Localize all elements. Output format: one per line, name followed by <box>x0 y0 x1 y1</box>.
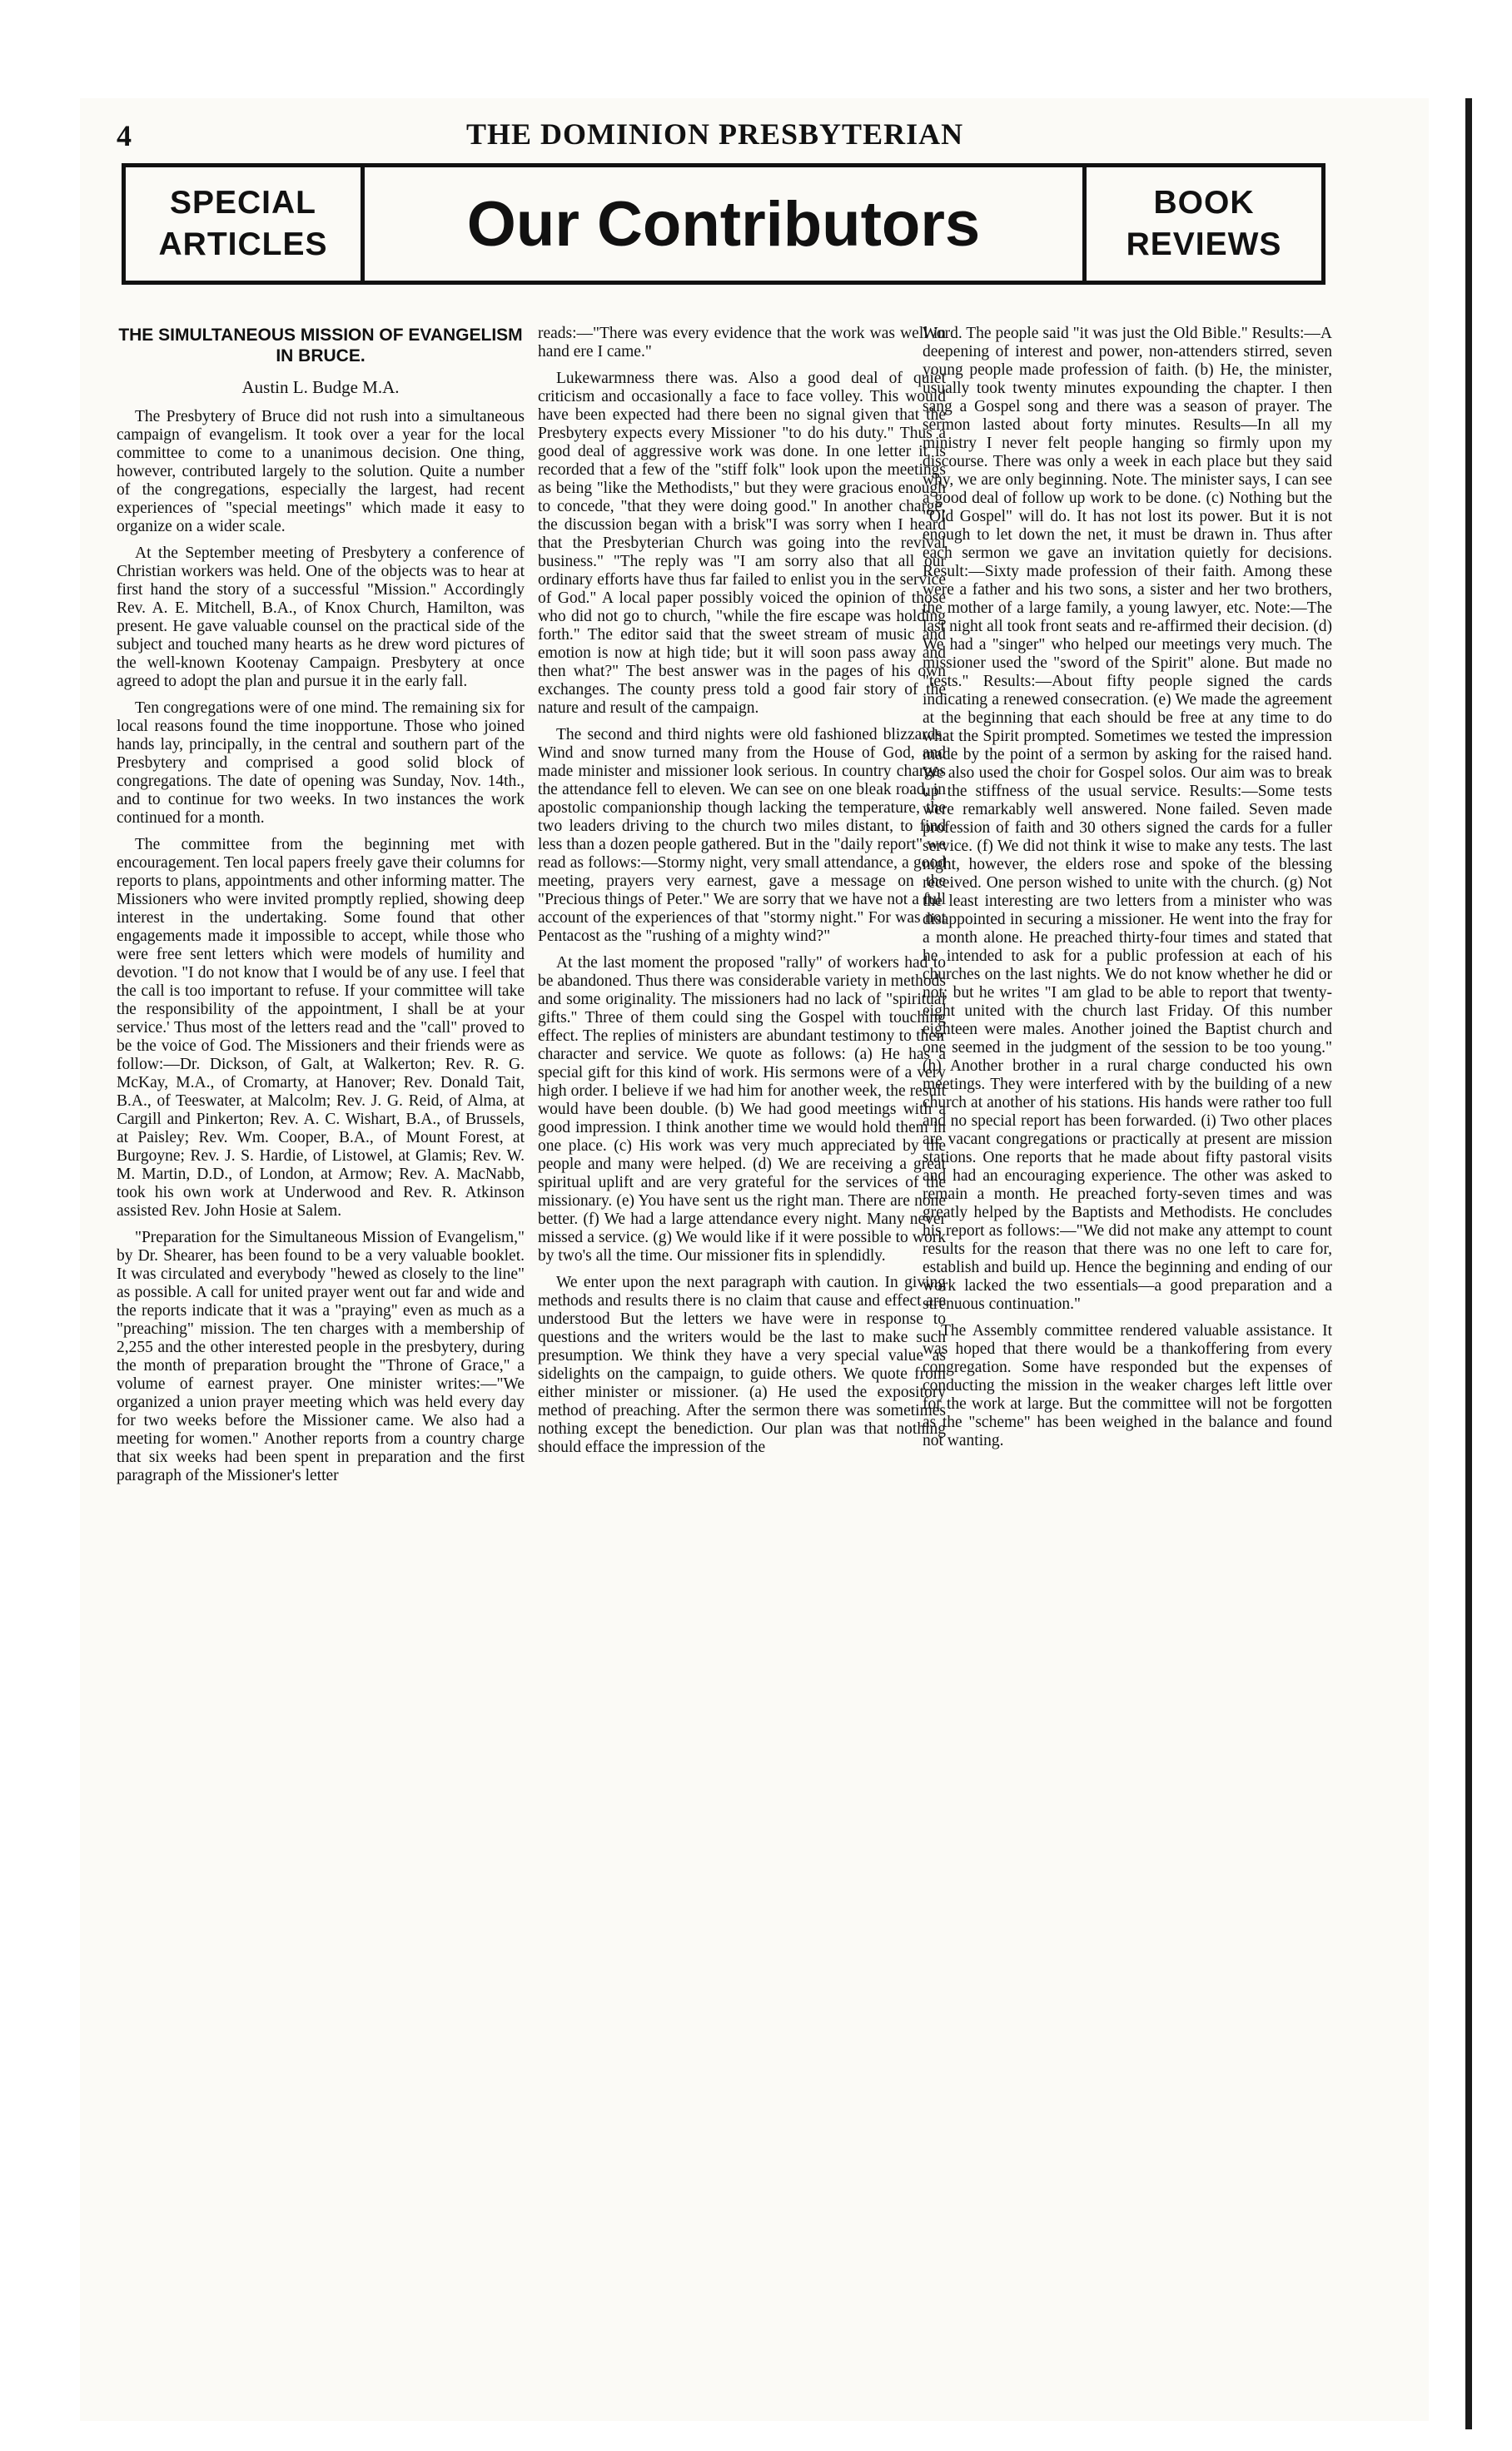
banner-special-articles <box>126 167 365 281</box>
banner-book-reviews <box>1082 167 1321 281</box>
paragraph: The Presbytery of Bruce did not rush into a simultaneous campaign of evangelism. It took over a year for the local committee to come to a unanimous decision. One thing, however, contributed largely to the solution. Quite a number of the congregations, especially the largest, had recent experiences of "special meetings" which made it easy to organize on a wider scale. <box>117 408 525 535</box>
article-column-3 <box>923 325 1332 1459</box>
page-edge-rule <box>1465 98 1472 2429</box>
article-byline: Austin L. Budge M.A. <box>241 377 400 397</box>
paragraph: Word. The people said "it was just the Old Bible." Results:—A deepening of interest and power, non-attenders stirred, seven young people made profession of faith. (b) He, the minister, usually took twenty minutes expounding the chapter. I then sang a Gospel song and there was a season of prayer. The sermon lasted about forty minutes. Results—In all my ministry I never felt people hanging so firmly upon my discourse. There was only a week in each place but they said why, we are only beginning. Note. The minister says, I can see a good deal of follow up work to be done. (c) Nothing but the "Old Gospel" will do. It has not lost its power. But it is not enough to let down the net, it must be drawn in. Thus after each sermon we gave an invitation quietly for decisions. Result:—Sixty made profession of their faith. Among these were a father and his two sons, a sister and her two brothers, the mother of a large family, a young lawyer, etc. Note:—The last night all took front seats and re-affirmed their decision. (d) We had a "singer" who helped our meetings very much. The missioner used the "sword of the Spirit" alone. But made no "tests." Results:—About fifty people signed the cards indicating a renewed consecration. (e) We made the agreement at the beginning that each should be free at any time to do what the Spirit prompted. Sometimes we tested the impression made by the point of a sermon by asking for the raised hand. We also used the choir for Gospel solos. Our aim was to break up the stiffness of the usual service. Results:—Some tests were remarkably well answered. None failed. Seven made profession of faith and 30 others signed the cards for a fuller service. (f) We did not think it wise to make any tests. The last night, however, the elders rose and spoke of the blessing received. One person wished to unite with the church. (g) Not the least interesting are two letters from a minister who was disappointed in securing a missioner. He went into the fray for a month alone. He preached thirty-four times and stated that he intended to ask for a public profession at each of his churches on the last nights. We do not know whether he did or not; but he writes "I am glad to be able to report that twenty-eight united with the church last Friday. Of this number eighteen were males. Another joined the Baptist church and one seemed in the judgment of the session to be too young." (h) Another brother in a rural charge conducted his own meetings. They were interfered with by the building of a new church at another of his stations. His hands were rather too full and no special report has been forwarded. (i) Two other places are vacant congregations or practically at present are mission stations. One reports that he made about fifty pastoral visits and had an encouraging experience. The other was asked to remain a month. He preached forty-seven times and was greatly helped by the Baptists and Methodists. He concludes his report as follows:—"We did not make any attempt to count results for the reason that there was no one left to care for, establish and build up. Hence the beginning and ending of our work lacked the two essentials—a good preparation and a strenuous continuation." <box>923 325 1332 1313</box>
banner-right-line1: BOOK <box>1153 185 1255 221</box>
page-number: 4 <box>117 119 132 152</box>
paragraph: Ten congregations were of one mind. The remaining six for local reasons found the time inopportune. Those who joined hands lay, principally, in the central and southern part of the Presbytery and comprised a good solid block of congregations. The date of opening was Sunday, Nov. 14th., and to continue for two weeks. In two instances the work continued for a month. <box>117 699 525 827</box>
banner-title: Our Contributors <box>466 188 981 260</box>
paragraph: At the September meeting of Presbytery a conference of Christian workers was held. One of the objects was to hear at first hand the story of a successful "Mission." Accordingly Rev. A. E. Mitchell, B.A., of Knox Church, Hamilton, was present. He gave valuable counsel on the practical side of the subject and touched many hearts as he drew word pictures of the well-known Kootenay Campaign. Presbytery at once agreed to adopt the plan and pursue it in the early fall. <box>117 544 525 690</box>
banner-right-line2: REVIEWS <box>1126 226 1282 262</box>
article-column-2 <box>538 325 946 1465</box>
paragraph: "Preparation for the Simultaneous Mission of Evangelism," by Dr. Shearer, has been found to be a very valuable booklet. It was circulated and everybody "hewed as closely to the line" as possible. A call for united prayer went out far and wide and the reports indicate that it was a "praying" even as much as a "preaching" mission. The ten charges with a membership of 2,255 and the other interested people in the presbytery, during the month of preparation brought the "Throne of Grace," a volume of earnest prayer. One minister writes:—"We organized a union prayer meeting which was held every day for two weeks before the Missioner came. We also had a meeting for women." Another reports from a country charge that six weeks had been spent in preparation and the first paragraph of the Missioner's letter <box>117 1229 525 1484</box>
paragraph: We enter upon the next paragraph with caution. In giving methods and results there is no claim that cause and effect are understood But the letters we have were in response to questions and the writers would be the last to make such presumption. We think they have a very special value as sidelights on the campaign, to guide others. We quote from either minister or missioner. (a) He used the expository method of preaching. After the sermon there was sometimes nothing except the benediction. Our plan was that nothing should efface the impression of the <box>538 1274 946 1456</box>
banner-left-line1: SPECIAL <box>169 185 317 221</box>
paragraph: Lukewarmness there was. Also a good deal of quiet criticism and occasionally a face to face volley. This would have been expected had there been no signal given that the Presbytery expects every Missioner "to do his duty." Thus a good deal of aggressive work was done. In one letter it is recorded that a few of the "stiff folk" look upon the meetings as being "like the Methodists," but they were gracious enough to concede, "that they were doing good." In another charge, the discussion began with a brisk"I was sorry when I heard that the Presbyterian Church was going into the revival business." "The reply was "I am sorry also that all our ordinary efforts have thus far failed to enlist you in the service of God." A local paper possibly voiced the opinion of those who did not go to church, "while the fire escape was holding forth." The editor said that the sweet stream of music and emotion is now at high tide; but it will soon pass away and then what?" The best answer was in the pages of his own exchanges. The county press told a good fair story of the nature and result of the campaign. <box>538 370 946 717</box>
article-column-1 <box>117 325 525 1494</box>
paragraph: At the last moment the proposed "rally" of workers had to be abandoned. Thus there was considerable variety in methods and some originality. The missioners had no lack of "spiritual gifts." Three of them could sing the Gospel with touching effect. The replies of ministers are abundant testimony to their character and service. We quote as follows: (a) He has a special gift for this kind of work. His sermons were of a very high order. I believe if we had him for another week, the result would have been double. (b) We had good meetings with a good impression. I think another time we would hold them in one place. (c) His work was very much appreciated by the people and many were helped. (d) We are receiving a great spiritual uplift and are very grateful for the services of the missionary. (e) You have sent us the right man. There are none better. (f) We had a large attendance every night. Many never missed a service. (g) We would like if it were possible to work by two's all the time. Our missioner fits in splendidly. <box>538 954 946 1265</box>
banner-left-line2: ARTICLES <box>158 226 328 262</box>
paragraph: The committee from the beginning met with encouragement. Ten local papers freely gave their columns for reports to plans, appointments and other informing matter. The Missioners who were invited promptly replied, showing deep interest in the undertaking. Some found that other engagements made it impossible to accept, while those who were free sent letters which were models of humility and devotion. "I do not know that I would be of any use. I feel that the call is too important to refuse. If your committee will take the responsibility of the appointment, I shall be at your service.' Thus most of the letters read and the "call" proved to be the voice of God. The Missioners and their friends were as follow:—Dr. Dickson, of Galt, at Walkerton; Rev. R. G. McKay, M.A., of Cromarty, at Hanover; Rev. Donald Tait, B.A., of Teeswater, at Malcolm; Rev. J. G. Reid, of Alma, at Cargill and Pinkerton; Rev. A. C. Wishart, B.A., of Brussels, at Paisley; Rev. Wm. Cooper, B.A., of Mount Forest, at Burgoyne; Rev. J. S. Hardie, of Listowel, at Glamis; Rev. W. M. Martin, D.D., of London, at Armow; Rev. A. MacNabb, took his own work at Underwood and Rev. R. Atkinson assisted Rev. John Hosie at Salem. <box>117 836 525 1220</box>
article-title: THE SIMULTANEOUS MISSION OF EVANGELISM IN BRUCE. <box>118 326 523 365</box>
publication-title: THE DOMINION PRESBYTERIAN <box>466 117 964 151</box>
section-banner <box>122 163 1325 285</box>
paragraph: The second and third nights were old fashioned blizzards. Wind and snow turned many from the House of God, and made minister and missioner look serious. In country charges the attendance fell to eleven. We can see on one bleak road, in apostolic companionship though lacking the temperature, the two leaders driving to the church two miles distant, to find less than a dozen people gathered. But in the "daily report" we read as follows:—Stormy night, very small attendance, a good meeting, prayers very earnest, gave a message on the "Precious things of Peter." We are sorry that we have not a full account of the experiences of that "stormy night." For was not Pentacost as the "rushing of a mighty wind?" <box>538 726 946 945</box>
paragraph: The Assembly committee rendered valuable assistance. It was hoped that there would be a thankoffering from every congregation. Some have responded but the expenses of conducting the mission in the weaker charges left little over for the work at large. But the committee will not be forgotten as the "scheme" has been weighed in the balance and found not wanting. <box>923 1322 1332 1449</box>
paragraph: reads:—"There was every evidence that the work was well in hand ere I came." <box>538 325 946 360</box>
